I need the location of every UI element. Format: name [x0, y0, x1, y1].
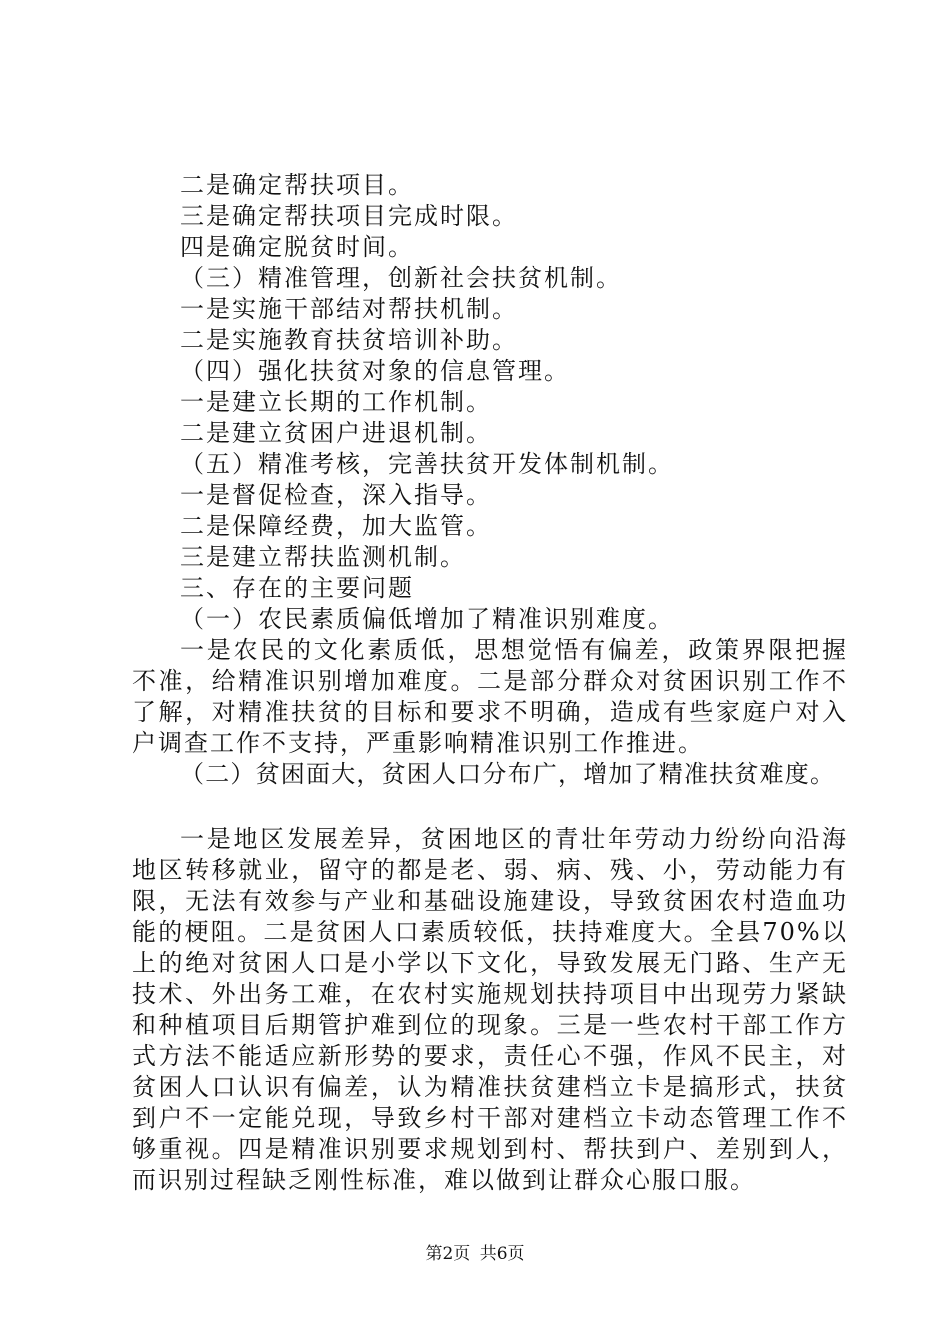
text-line: 四是确定脱贫时间。	[180, 233, 414, 261]
page-footer	[0, 1243, 950, 1265]
section-heading: （五）精准考核，完善扶贫开发体制机制。	[180, 450, 674, 478]
section-heading: （一）农民素质偏低增加了精准识别难度。	[180, 605, 674, 633]
text-line: 二是实施教育扶贫培训补助。	[180, 326, 518, 354]
section-heading: （二）贫困面大，贫困人口分布广，增加了精准扶贫难度。	[180, 760, 836, 788]
text-line: 三是确定帮扶项目完成时限。	[180, 202, 518, 230]
page-number: 第2页	[425, 1244, 471, 1264]
text-line: 三是建立帮扶监测机制。	[180, 543, 466, 571]
blank-line	[132, 790, 848, 824]
page-total: 共6页	[479, 1244, 525, 1264]
section-heading: （四）强化扶贫对象的信息管理。	[180, 357, 570, 385]
text-line: 一是实施干部结对帮扶机制。	[180, 295, 518, 323]
text-line: 二是建立贫困户进退机制。	[180, 419, 492, 447]
text-line: 一是督促检查，深入指导。	[180, 481, 492, 509]
document-body	[132, 170, 848, 1196]
chapter-heading: 三、存在的主要问题	[180, 574, 414, 602]
paragraph: 一是地区发展差异，贫困地区的青壮年劳动力纷纷向沿海地区转移就业，留守的都是老、弱、病、残、小，劳动能力有限，无法有效参与产业和基础设施建设，导致贫困农村造血功能的梗阻。二是贫困人口素质较低，扶持难度大。全县70%以上的绝对贫困人口是小学以下文化，导致发展无门路、生产无技术、外出务工难，在农村实施规划扶持项目中出现劳力紧缺和种植项目后期管护难到位的现象。三是一些农村干部工作方式方法不能适应新形势的要求，责任心不强，作风不民主，对贫困人口认识有偏差，认为精准扶贫建档立卡是搞形式，扶贫到户不一定能兑现，导致乡村干部对建档立卡动态管理工作不够重视。四是精准识别要求规划到村、帮扶到户、差别到人，而识别过程缺乏刚性标准，难以做到让群众心服口服。	[132, 825, 848, 1194]
text-line: 一是建立长期的工作机制。	[180, 388, 492, 416]
text-line: 二是确定帮扶项目。	[180, 171, 414, 199]
section-heading: （三）精准管理，创新社会扶贫机制。	[180, 264, 622, 292]
text-line: 二是保障经费，加大监管。	[180, 512, 492, 540]
paragraph: 一是农民的文化素质低，思想觉悟有偏差，政策界限把握不准，给精准识别增加难度。二是部分群众对贫困识别工作不了解，对精准扶贫的目标和要求不明确，造成有些家庭户对入户调查工作不支持，严重影响精准识别工作推进。	[132, 636, 848, 757]
